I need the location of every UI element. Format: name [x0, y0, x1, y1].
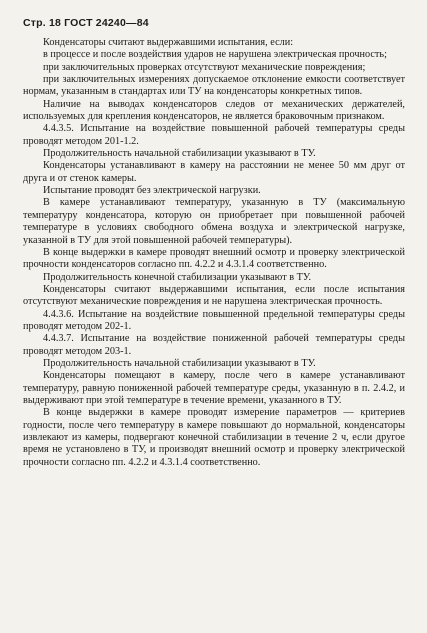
- document-body: [23, 37, 405, 469]
- paragraph: В камере устанавливают температуру, указанную в ТУ (максимальную температуру конденсатора, которую он приобретает при повышенной рабочей температуре в условиях свободного обмена воздуха и электрической нагрузке, указанной в ТУ для этой повышенной рабочей температуры).: [23, 197, 405, 246]
- paragraph: Конденсаторы устанавливают в камеру на расстоянии не менее 50 мм друг от друга и от стенок камеры.: [23, 160, 405, 184]
- section-4-4-3-7: 4.4.3.7. Испытание на воздействие пониженной рабочей температуры среды проводят методом 203-1.: [23, 333, 405, 357]
- paragraph: в процессе и после воздействия ударов не нарушена электрическая прочность;: [43, 49, 387, 61]
- paragraph: Конденсаторы считают выдержавшими испытания, если после испытания отсутствуют механические повреждения и не нарушена электрическая прочность.: [23, 283, 405, 308]
- paragraph: Конденсаторы помещают в камеру, после чего в камере устанавливают температуру, равную пониженной рабочей температуре среды, указанную в п. 2.4.2, и выдерживают при этой температуре в течение времени, указанного в ТУ.: [23, 370, 405, 406]
- section-4-4-3-5: 4.4.3.5. Испытание на воздействие повышенной рабочей температуры среды проводят методом 201-1.2.: [23, 123, 405, 147]
- paragraph: при заключительных проверках отсутствуют механические повреждения;: [43, 61, 366, 73]
- paragraph: Продолжительность начальной стабилизации указывают в ТУ.: [43, 357, 316, 369]
- paragraph: Продолжительность начальной стабилизации указывают в ТУ.: [43, 148, 316, 160]
- paragraph: В конце выдержки в камере проводят измерение параметров — критериев годности, после чего температуру в камере повышают до нормальной, конденсаторы извлекают из камеры, подвергают конечной стабилизации в течение 2 ч, если другое время не установлено в ТУ, и производят внешний осмотр и проверку электрической прочности согласно пп. 4.2.2 и 4.3.1.4 соответственно.: [23, 407, 405, 468]
- paragraph: при заключительных измерениях допускаемое отклонение емкости соответствует нормам, указанным в стандартах или ТУ на конденсаторы конкретных типов.: [23, 74, 405, 98]
- paragraph: В конце выдержки в камере проводят внешний осмотр и проверку электрической прочности конденсаторов согласно пп. 4.2.2 и 4.3.1.4 соответственно.: [23, 246, 405, 271]
- section-4-4-3-6: 4.4.3.6. Испытание на воздействие повышенной предельной температуры среды проводят методом 202-1.: [23, 308, 405, 332]
- paragraph: Продолжительность конечной стабилизации указывают в ТУ.: [43, 271, 312, 283]
- paragraph: Конденсаторы считают выдержавшими испытания, если:: [43, 37, 294, 48]
- paragraph: Наличие на выводах конденсаторов следов от механических держателей, используемых для крепления конденсаторов, не является браковочным признаком.: [23, 98, 405, 123]
- paragraph: Испытание проводят без электрической нагрузки.: [43, 185, 261, 197]
- page-header: Стр. 18 ГОСТ 24240—84: [23, 17, 149, 29]
